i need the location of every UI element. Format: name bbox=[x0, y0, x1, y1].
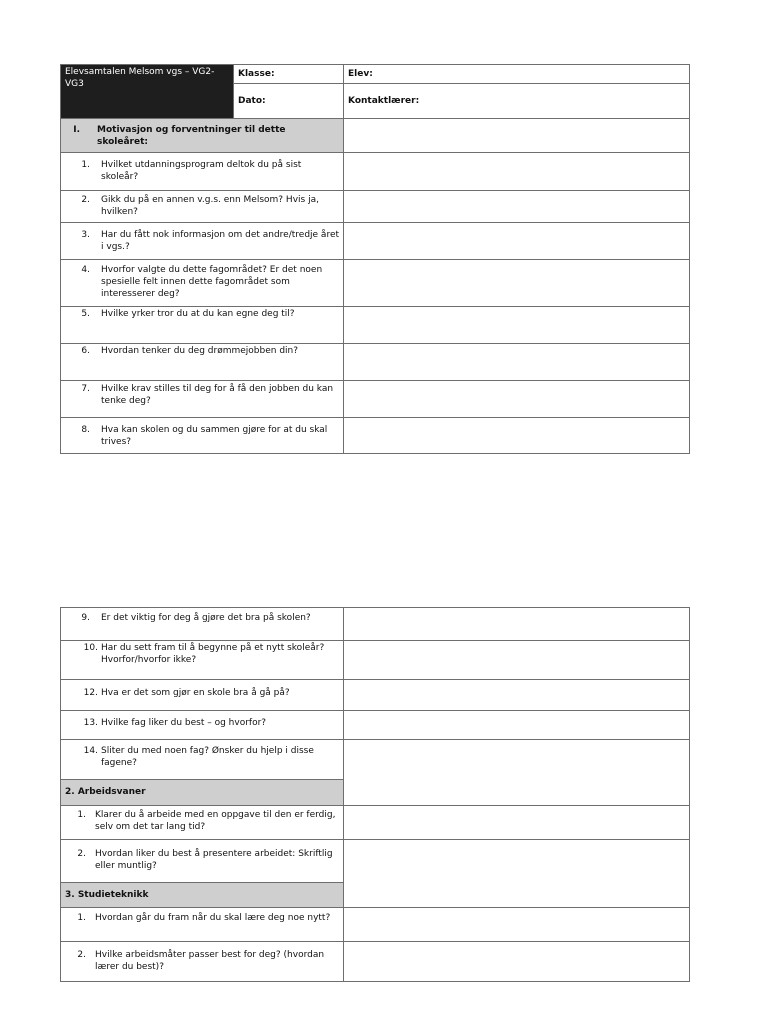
question-row bbox=[61, 223, 344, 260]
question-text: Klarer du å arbeide med en oppgave til den er ferdig, selv om det tar lang tid? bbox=[95, 810, 336, 832]
question-row bbox=[61, 840, 344, 883]
question-text: Hvilke yrker tror du at du kan egne deg til? bbox=[101, 309, 295, 319]
answer-field[interactable] bbox=[344, 680, 690, 711]
answer-field[interactable] bbox=[344, 418, 690, 454]
answer-field[interactable] bbox=[344, 381, 690, 418]
question-text: Hva kan skolen og du sammen gjøre for at du skal trives? bbox=[101, 425, 328, 447]
question-text: Har du fått nok informasjon om det andre/tredje året i vgs.? bbox=[101, 230, 340, 252]
question-text: Er det viktig for deg å gjøre det bra på skolen? bbox=[101, 613, 311, 623]
answer-field[interactable] bbox=[344, 260, 690, 307]
question-row bbox=[61, 153, 344, 191]
kontaktlaerer-label: Kontaktlærer: bbox=[344, 84, 690, 119]
answer-field[interactable] bbox=[344, 344, 690, 381]
answer-field[interactable] bbox=[344, 307, 690, 344]
question-row bbox=[61, 608, 344, 641]
question-number: 7. bbox=[81, 384, 90, 394]
answer-field[interactable] bbox=[344, 153, 690, 191]
question-row bbox=[61, 381, 344, 418]
question-number: 14. bbox=[83, 746, 98, 756]
answer-field-section-1[interactable] bbox=[344, 119, 690, 153]
question-number: 6. bbox=[81, 346, 90, 356]
question-text: Hvilke fag liker du best – og hvorfor? bbox=[101, 718, 267, 728]
question-number: 2. bbox=[77, 849, 86, 859]
elev-label: Elev: bbox=[344, 65, 690, 84]
interview-table-page-2 bbox=[60, 607, 690, 982]
question-number: 5. bbox=[81, 309, 90, 319]
question-text: Hvilke arbeidsmåter passer best for deg? (hvordan lærer du best)? bbox=[95, 950, 325, 972]
question-number: 2. bbox=[77, 950, 86, 960]
question-row bbox=[61, 344, 344, 381]
question-number: 1. bbox=[81, 160, 90, 170]
answer-field[interactable] bbox=[344, 806, 690, 840]
question-row bbox=[61, 680, 344, 711]
klasse-label: Klasse: bbox=[234, 65, 344, 84]
answer-field[interactable] bbox=[344, 840, 690, 908]
question-number: 8. bbox=[81, 425, 90, 435]
question-number: 12. bbox=[83, 688, 98, 698]
section-title: Motivasjon og forventninger til dette skoleåret: bbox=[97, 125, 286, 147]
question-row bbox=[61, 641, 344, 680]
section-heading-studieteknikk: 3. Studieteknikk bbox=[61, 883, 344, 908]
section-heading-arbeidsvaner: 2. Arbeidsvaner bbox=[61, 780, 344, 806]
form-title: Elevsamtalen Melsom vgs – VG2-VG3 bbox=[61, 65, 234, 119]
interview-table-page-1 bbox=[60, 64, 690, 454]
question-number: 1. bbox=[77, 913, 86, 923]
answer-field[interactable] bbox=[344, 191, 690, 223]
question-text: Sliter du med noen fag? Ønsker du hjelp i disse fagene? bbox=[101, 746, 314, 768]
question-text: Gikk du på en annen v.g.s. enn Melsom? Hvis ja, hvilken? bbox=[101, 195, 319, 217]
answer-field[interactable] bbox=[344, 942, 690, 982]
question-number: 13. bbox=[83, 718, 98, 728]
question-row bbox=[61, 740, 344, 780]
question-text: Har du sett fram til å begynne på et nytt skoleår? Hvorfor/hvorfor ikke? bbox=[101, 643, 325, 665]
question-row bbox=[61, 307, 344, 344]
question-text: Hvorfor valgte du dette fagområdet? Er det noen spesielle felt innen dette fagområdet som interesserer deg? bbox=[101, 265, 323, 299]
question-text: Hvordan går du fram når du skal lære deg noe nytt? bbox=[95, 913, 331, 923]
question-row bbox=[61, 942, 344, 982]
question-number: 1. bbox=[77, 810, 86, 820]
answer-field[interactable] bbox=[344, 223, 690, 260]
dato-label: Dato: bbox=[234, 84, 344, 119]
answer-field[interactable] bbox=[344, 641, 690, 680]
answer-field[interactable] bbox=[344, 740, 690, 806]
answer-field[interactable] bbox=[344, 711, 690, 740]
question-row bbox=[61, 191, 344, 223]
question-number: 3. bbox=[81, 230, 90, 240]
question-text: Hvordan tenker du deg drømmejobben din? bbox=[101, 346, 299, 356]
question-number: 4. bbox=[81, 265, 90, 275]
question-number: 2. bbox=[81, 195, 90, 205]
answer-field[interactable] bbox=[344, 908, 690, 942]
question-number: 9. bbox=[81, 613, 90, 623]
question-number: 10. bbox=[83, 643, 98, 653]
question-row bbox=[61, 260, 344, 307]
question-row bbox=[61, 418, 344, 454]
question-text: Hvilket utdanningsprogram deltok du på sist skoleår? bbox=[101, 160, 302, 182]
question-text: Hvilke krav stilles til deg for å få den jobben du kan tenke deg? bbox=[101, 384, 334, 406]
section-number: I. bbox=[73, 125, 80, 135]
question-row bbox=[61, 908, 344, 942]
question-text: Hvordan liker du best å presentere arbeidet: Skriftlig eller muntlig? bbox=[95, 849, 333, 871]
question-row bbox=[61, 806, 344, 840]
question-text: Hva er det som gjør en skole bra å gå på? bbox=[101, 688, 290, 698]
question-row bbox=[61, 711, 344, 740]
answer-field[interactable] bbox=[344, 608, 690, 641]
section-heading-motivasjon bbox=[61, 119, 344, 153]
